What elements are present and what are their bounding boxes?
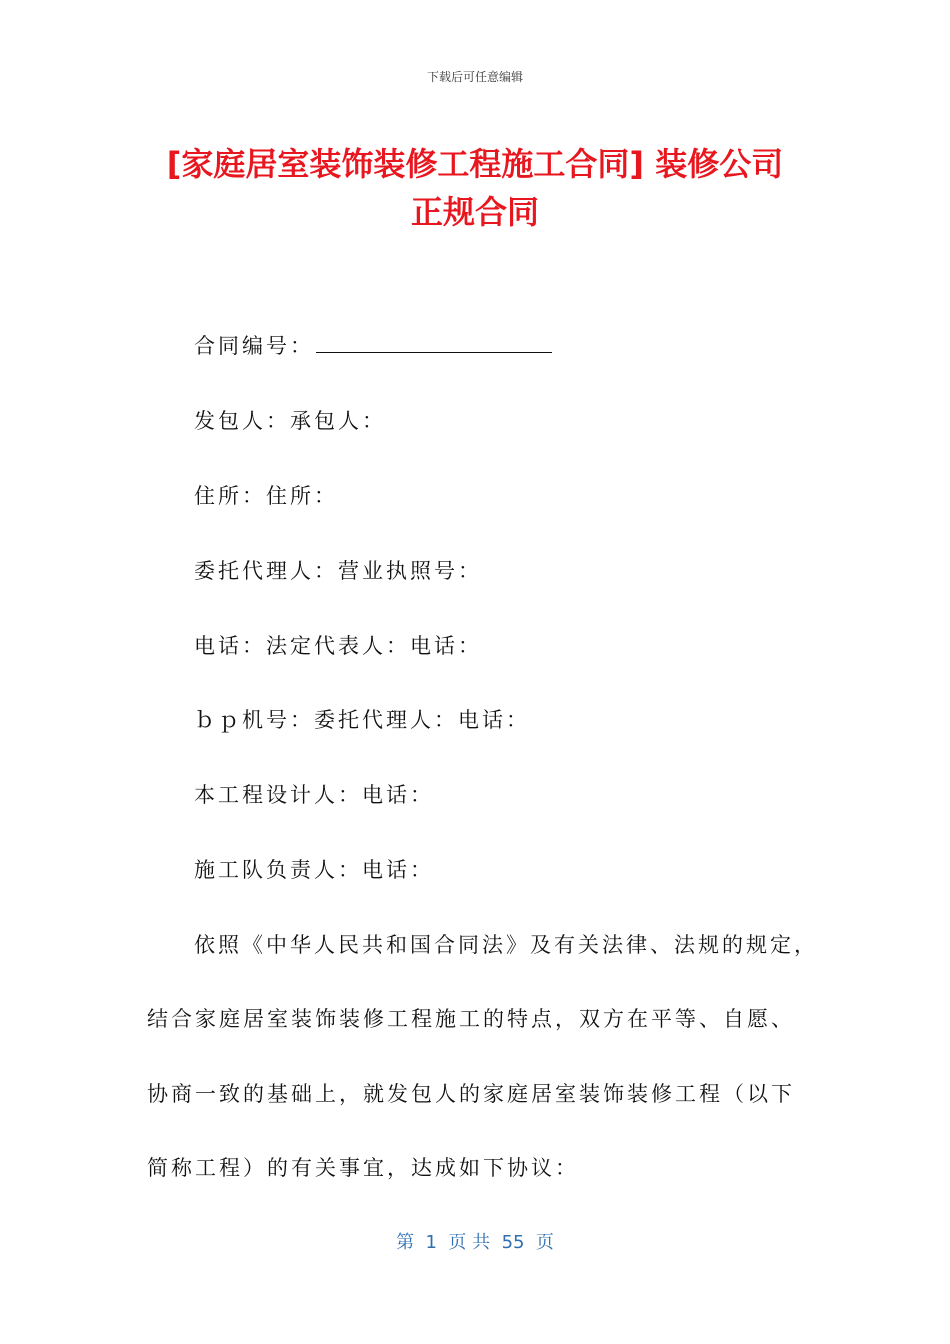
contract-number-label: 合同编号： [194,334,314,358]
header-note: 下载后可任意编辑 [426,70,523,84]
page-footer: 第 1 页 共 55 页 [396,1232,554,1253]
designer-line: 本工程设计人：电话： [194,783,434,807]
team-leader-line: 施工队负责人：电话： [194,858,434,882]
paragraph-line-1: 依照《中华人民共和国合同法》及有关法律、法规的规定， [194,933,818,957]
title-line-2: 正规合同 [410,193,539,231]
phone-representative-line: 电话：法定代表人：电话： [194,634,482,658]
document-title [0,140,950,236]
contract-number-blank [316,334,552,353]
agent-license-line: 委托代理人：营业执照号： [194,559,482,583]
paragraph-line-4: 简称工程）的有关事宜，达成如下协议： [147,1156,579,1180]
paragraph-line-2: 结合家庭居室装饰装修工程施工的特点，双方在平等、自愿、 [147,1007,795,1031]
title-line-1: [家庭居室装饰装修工程施工合同] 装修公司 [166,145,784,183]
paragraph-line-3: 协商一致的基础上，就发包人的家庭居室装饰装修工程（以下 [147,1082,795,1106]
address-line: 住所：住所： [194,484,338,508]
bp-agent-line: ｂｐ机号：委托代理人：电话： [194,708,530,732]
contract-number-field [194,330,552,360]
parties-line: 发包人：承包人： [194,409,386,433]
